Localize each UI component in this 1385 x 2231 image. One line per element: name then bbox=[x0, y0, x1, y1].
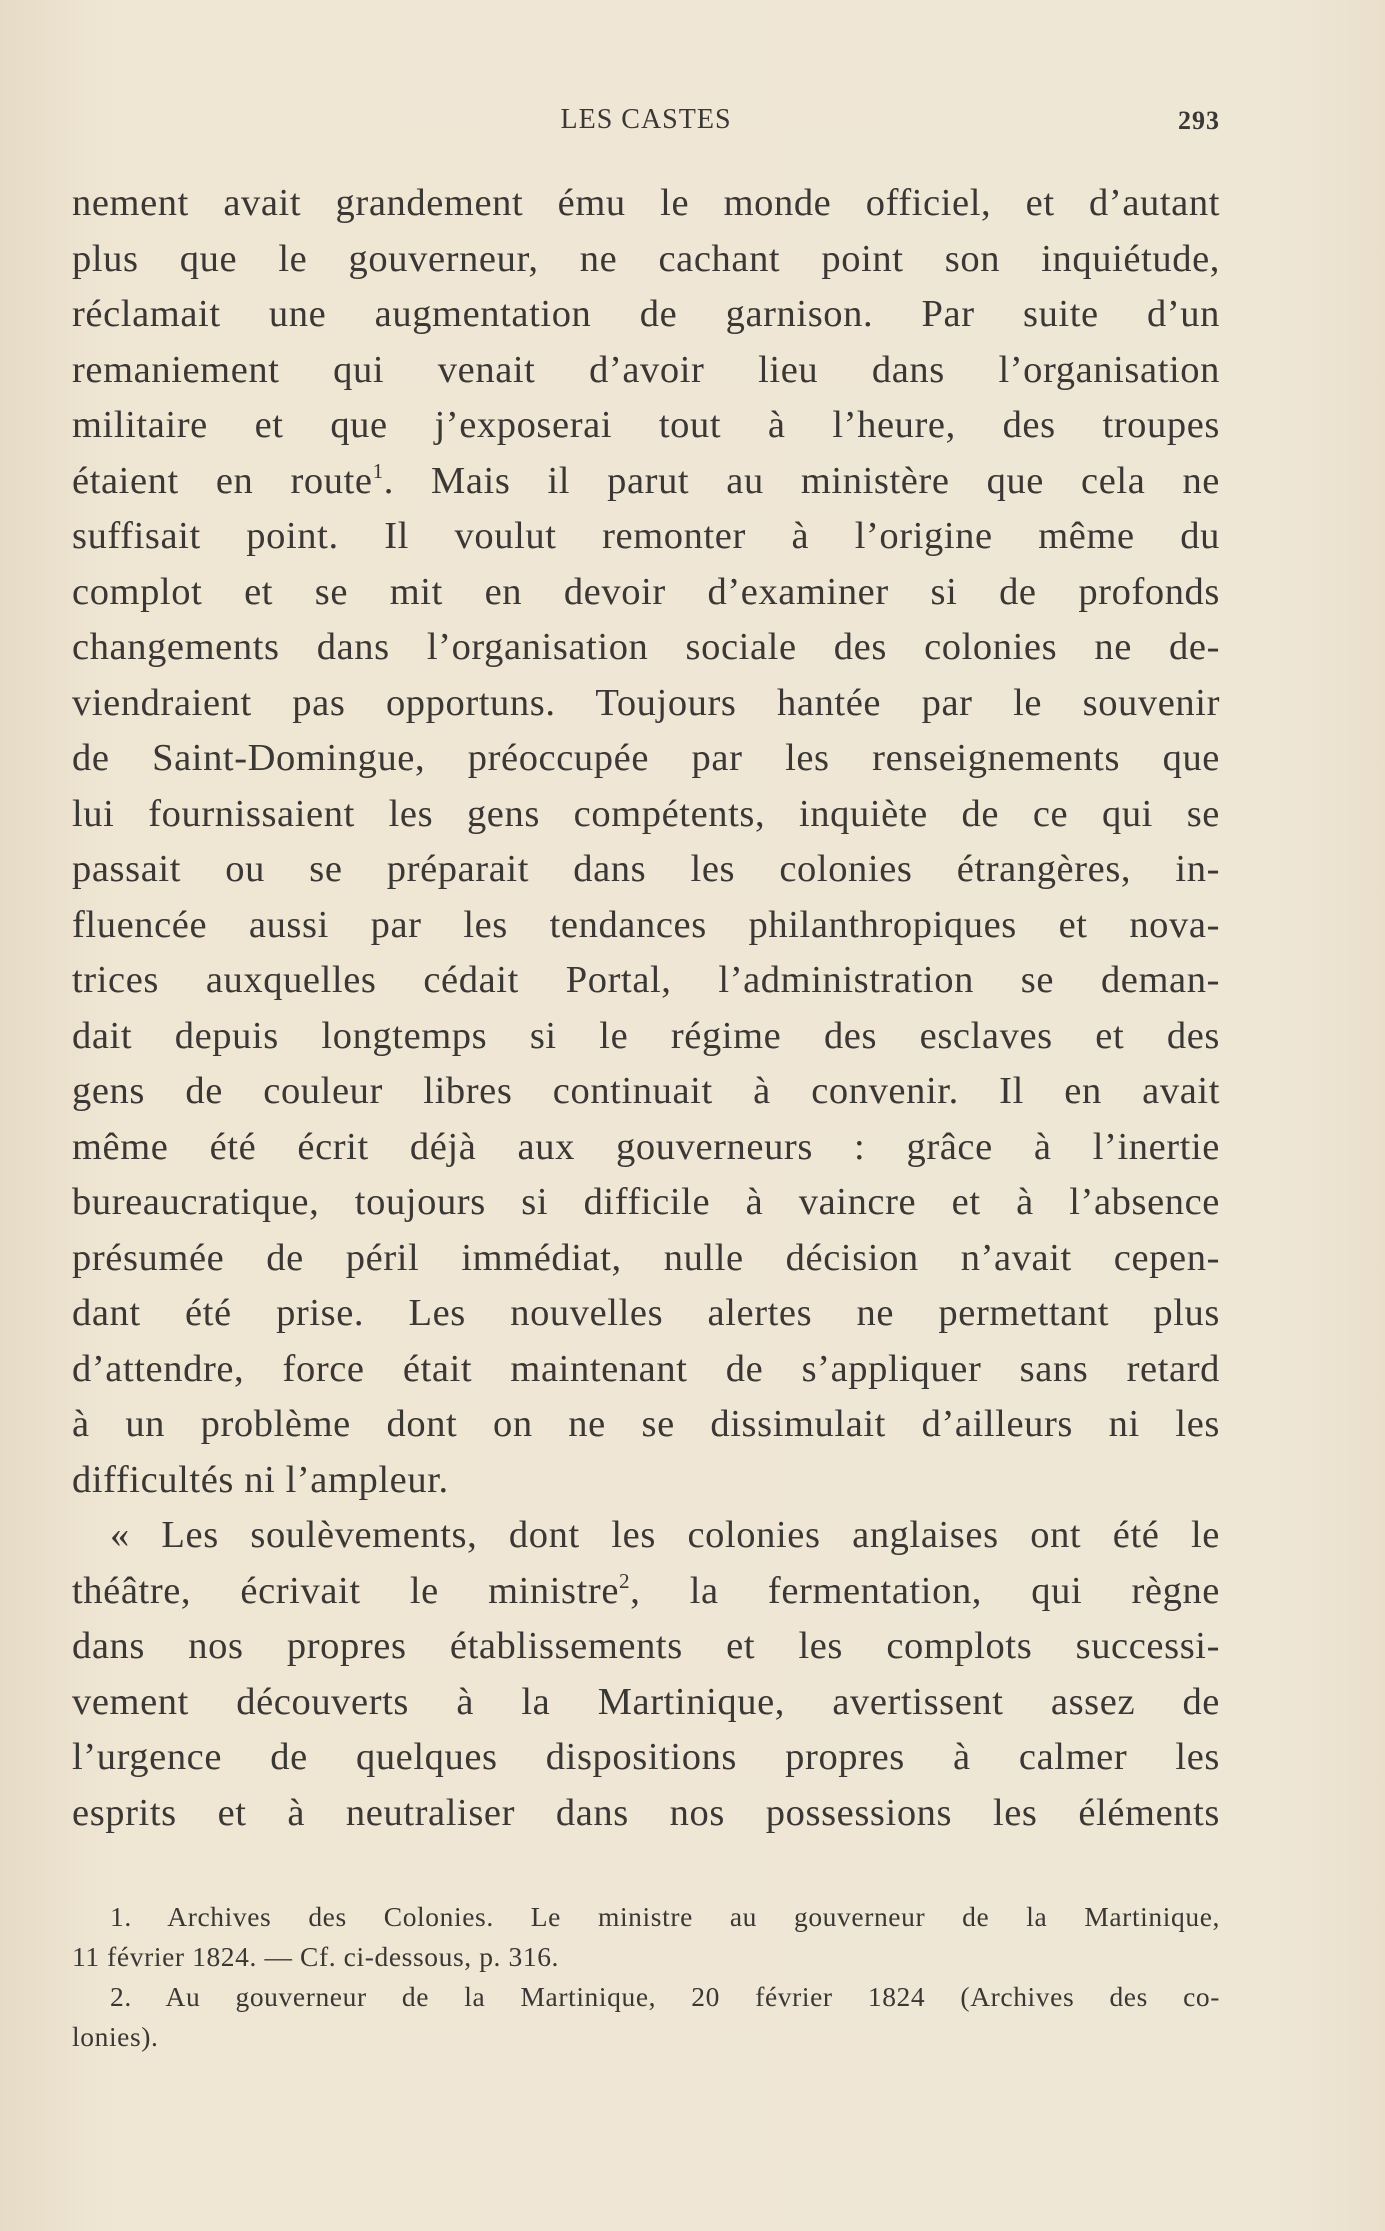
text-line: passait ou se préparait dans les colonies étrangères, in- bbox=[72, 848, 1220, 890]
text-line: complot et se mit en devoir d’examiner si de profonds bbox=[72, 570, 1220, 613]
text-line: remaniement qui venait d’avoir lieu dans l’organisation bbox=[72, 348, 1220, 391]
text-fragment: étaient en route bbox=[72, 459, 373, 502]
text-line: fluencée aussi par les tendances philanthropiques et nova- bbox=[72, 903, 1220, 946]
text-line: trices auxquelles cédait Portal, l’administration se deman- bbox=[72, 959, 1220, 1001]
footnote-line: 2. Au gouverneur de la Martinique, 20 février 1824 (Archives des co- bbox=[110, 1981, 1220, 2012]
footnote-line: lonies). bbox=[72, 2021, 159, 2052]
text-line: suffisait point. Il voulut remonter à l’origine même du bbox=[72, 515, 1220, 557]
text-line bbox=[72, 1564, 1220, 1620]
text-line: présumée de péril immédiat, nulle décision n’avait cepen- bbox=[72, 1236, 1220, 1279]
footnote-ref: 1 bbox=[372, 458, 384, 483]
text-line: « Les soulèvements, dont les colonies anglaises ont été le bbox=[110, 1514, 1220, 1556]
text-line: changements dans l’organisation sociale des colonies ne de- bbox=[72, 626, 1220, 668]
text-fragment: théâtre, écrivait le ministre bbox=[72, 1569, 620, 1612]
text-line: d’attendre, force était maintenant de s’appliquer sans retard bbox=[72, 1347, 1220, 1390]
text-line: dant été prise. Les nouvelles alertes ne permettant plus bbox=[72, 1292, 1220, 1334]
footnote-ref: 2 bbox=[619, 1568, 631, 1593]
text-fragment: . Mais il parut au ministère que cela ne bbox=[383, 459, 1220, 502]
text-fragment: , la fermentation, qui règne bbox=[630, 1569, 1220, 1612]
text-line: dans nos propres établissements et les complots successi- bbox=[72, 1625, 1220, 1667]
text-line: de Saint-Domingue, préoccupée par les renseignements que bbox=[72, 737, 1220, 779]
text-line: dait depuis longtemps si le régime des esclaves et des bbox=[72, 1014, 1220, 1057]
text-line: esprits et à neutraliser dans nos possessions les éléments bbox=[72, 1791, 1220, 1834]
footnote-line: 1. Archives des Colonies. Le ministre au gouverneur de la Martinique, bbox=[110, 1901, 1220, 1932]
text-line: à un problème dont on ne se dissimulait d’ailleurs ni les bbox=[72, 1403, 1220, 1445]
text-line: militaire et que j’exposerai tout à l’heure, des troupes bbox=[72, 404, 1220, 446]
main-text bbox=[72, 176, 1220, 1841]
text-line: même été écrit déjà aux gouverneurs : grâce à l’inertie bbox=[72, 1125, 1220, 1168]
text-line: réclamait une augmentation de garnison. Par suite d’un bbox=[72, 293, 1220, 335]
text-line: bureaucratique, toujours si difficile à vaincre et à l’absence bbox=[72, 1181, 1220, 1223]
text-line bbox=[72, 454, 1220, 510]
page-header bbox=[72, 104, 1220, 144]
text-line: lui fournissaient les gens compétents, inquiète de ce qui se bbox=[72, 792, 1220, 835]
text-line: vement découverts à la Martinique, avertissent assez de bbox=[72, 1680, 1220, 1723]
text-line: plus que le gouverneur, ne cachant point son inquiétude, bbox=[72, 237, 1220, 280]
text-line: l’urgence de quelques dispositions propres à calmer les bbox=[72, 1736, 1220, 1778]
footnote-line: 11 février 1824. — Cf. ci-dessous, p. 316. bbox=[72, 1941, 560, 1972]
text-line: viendraient pas opportuns. Toujours hantée par le souvenir bbox=[72, 681, 1220, 724]
footnotes bbox=[72, 1897, 1220, 2057]
text-line: gens de couleur libres continuait à convenir. Il en avait bbox=[72, 1070, 1220, 1112]
page-number: 293 bbox=[1178, 106, 1220, 135]
text-line: difficultés ni l’ampleur. bbox=[72, 1458, 449, 1501]
running-head: LES CASTES bbox=[560, 104, 732, 135]
text-line: nement avait grandement ému le monde officiel, et d’autant bbox=[72, 182, 1220, 224]
